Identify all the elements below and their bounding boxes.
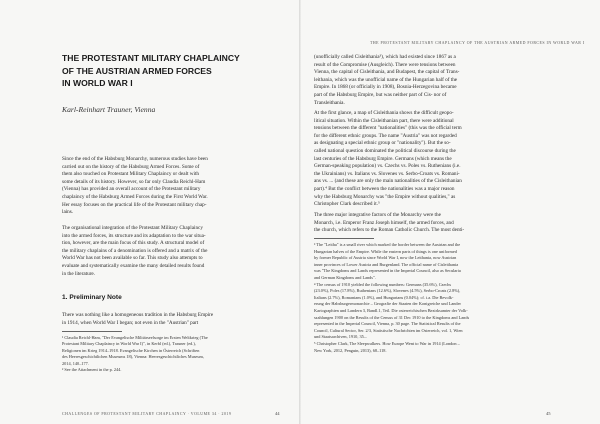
text-line: into the armed forces, its structure and its adaptation to the war situa- bbox=[62, 232, 206, 239]
footnote-line: and German Kingdoms and Lands". bbox=[314, 274, 376, 280]
footnote-line: by former Republic of Austria since World War I, now the Leithania, now Austrian bbox=[314, 255, 457, 261]
footnote-line: represented in the Imperial Council, Vienna, p. 30 page. The Statistical Results of the bbox=[314, 321, 461, 327]
footnotes bbox=[314, 242, 540, 354]
page-number: 45 bbox=[546, 411, 551, 416]
text-line: for the different ethnic groups. The name "Austria" was not regarded bbox=[314, 132, 457, 139]
text-line: why the Habsburg Monarchy was "the Empire without qualities," as bbox=[314, 193, 456, 200]
text-line: litical situation. Within the Cisleithanian part, there were additional bbox=[314, 117, 454, 124]
text-line: some details of its history. However, so far only Claudia Reichl-Ham bbox=[62, 178, 206, 185]
paragraph-3 bbox=[314, 212, 540, 235]
text-line: result of the Compromise (Ausgleich). There were tensions between bbox=[314, 61, 456, 68]
text-line: as designating a special ethnic group or "nationality"). But the so- bbox=[314, 140, 451, 147]
text-line: tion, however, are the main focus of this study. A structural model of bbox=[62, 240, 205, 247]
footnote-line: Protestant Military Chaplaincy in World War I)", in Kerbl (ed.), Trauner (ed.), bbox=[62, 341, 196, 347]
footnote-line: inner provinces of Lower Austria and Burgenland. The official name of Cisleithania bbox=[314, 261, 459, 267]
text-line: ans vs. ... (and these are only the main nationalities of the Cisleithanian bbox=[314, 178, 462, 185]
footnote-rule bbox=[314, 238, 374, 239]
article-title-line: THE PROTESTANT MILITARY CHAPLAINCY bbox=[62, 53, 240, 63]
article-title-line: IN WORLD WAR I bbox=[62, 78, 133, 88]
paragraph-1 bbox=[314, 54, 540, 107]
right-page bbox=[300, 0, 600, 424]
text-line: in the literature. bbox=[62, 270, 95, 277]
text-line: Empire. In 1868 (or officially in 1908), Bosnia-Herzegovina became bbox=[314, 84, 457, 91]
footnote-line: ⁵ Christopher Clark, The Sleepwalkers. How Europe Went to War in 1914 (London – bbox=[314, 340, 460, 346]
text-line: There was nothing like a homogeneous tradition in the Habsburg Empire bbox=[62, 312, 214, 318]
text-line: last centuries of the Habsburg Empire. Germans (which means the bbox=[314, 155, 452, 162]
text-line: Transleithania. bbox=[314, 99, 345, 106]
text-line: chaplaincy of the Habsburg Armed Forces during the First World War. bbox=[62, 193, 208, 200]
article-title-line: OF THE AUSTRIAN ARMED FORCES bbox=[62, 65, 212, 76]
text-line: The organisational integration of the Protestant Military Chaplaincy bbox=[62, 225, 203, 231]
text-line: tensions between the different "nationalities" (this was the official term bbox=[314, 125, 462, 132]
text-line: the church, which refers to the Roman Catholic Church. The most denti- bbox=[314, 227, 465, 234]
text-line: the military chaplains of a denomination is offered and a matrix of the bbox=[62, 247, 208, 254]
article-title bbox=[62, 52, 286, 90]
footnote-line: ⁴ The census of 1910 yielded the following numbers: Germans (35.6%), Czechs bbox=[314, 281, 452, 287]
footnote-line: ² See the Attachment in the p. 244. bbox=[62, 367, 122, 373]
text-line: The three major integrative factors of the Monarchy were the bbox=[314, 212, 441, 218]
text-line: in 1914, when World War I began; not even in the "Austrian" part bbox=[62, 319, 199, 326]
text-line: the Ukrainians) vs. Italians vs. Slovenes vs. Serbo-Croats vs. Romani- bbox=[314, 170, 460, 177]
text-line: leithania, which was the unofficial name of the Hungarian half of the bbox=[314, 76, 458, 83]
footnote-line: und Staatsarchiven, 1910, 35–. bbox=[314, 334, 367, 340]
section-paragraph bbox=[62, 312, 286, 327]
text-line: Since the end of the Habsburg Monarchy, numerous studies have been bbox=[62, 156, 208, 162]
footnote-rule bbox=[62, 331, 122, 332]
running-footer: CHALLENGES OF PROTESTANT MILITARY CHAPLAINCY · VOLUME 34 · 2019 bbox=[62, 412, 232, 416]
text-line: Christopher Clark described it.⁵ bbox=[314, 201, 380, 208]
footnote-line: (23.0%), Poles (17.8%), Ruthenians (12.6%), Slovenes (4.5%), Serbo-Croats (2.8%), bbox=[314, 288, 461, 294]
article-author: Karl-Reinhart Trauner, Vienna bbox=[62, 105, 156, 114]
footnote-line: erung der Habsburgermonarchie – Geografie der Staaten der Konigreiche und Lander bbox=[314, 301, 461, 307]
intro-paragraph bbox=[62, 156, 286, 217]
text-line: Monarch, i.e. Emperor Franz Joseph himself, the armed forces, and bbox=[314, 219, 454, 226]
section-heading: 1. Preliminary Note bbox=[62, 294, 122, 301]
footnote-line: Hungarian halves of the Empire. While the eastern parts of things is one uniformed bbox=[314, 248, 457, 254]
text-line: World War has not been available so far. This study also attempts to bbox=[62, 255, 203, 262]
text-line: German-speaking population) vs. Czechs vs. Poles vs. Ruthenians (i.e. bbox=[314, 163, 461, 170]
paragraph-2 bbox=[314, 110, 540, 209]
text-line: called national question dominated the political discourse during the bbox=[314, 147, 456, 154]
footnote-line: New York, 2012, Penguin, 2013), 68–118. bbox=[314, 347, 387, 353]
running-header: THE PROTESTANT MILITARY CHAPLAINCY OF THE AUSTRIAN ARMED FORCES IN WORLD WAR I bbox=[370, 41, 585, 45]
footnotes bbox=[62, 335, 286, 373]
text-line: part of the Habsburg Empire, but was neither part of Cis- nor of bbox=[314, 91, 447, 98]
text-line: Vienna, the capital of Cisleithania, and Budapest, the capital of Trans- bbox=[314, 69, 460, 76]
footnote-line: Religionen im Krieg 1914–1918. Evangelische Kirchen in Österreich (Schriften bbox=[62, 347, 200, 353]
footnote-line: szahlungen 1900 on the Results of the Census of 31 Dec 1910 to the Kingdoms and Lands bbox=[314, 314, 470, 320]
footnote-line: Council, Cultural Sector, Ser. 2/3, Statistische Nachrichten im Osterreich, vol. 1, Wien bbox=[314, 327, 463, 333]
footnote-line: des Heeresgeschichtlichen Museums 18), Vienna: Heeresgeschichtliches Museum, bbox=[62, 354, 204, 360]
text-line: (unofficially called Cisleithania³), which had existed since 1867 as a bbox=[314, 54, 456, 60]
footnote-line: was "The Kingdoms and Lands represented in the Imperial Council, also as Secularia bbox=[314, 268, 461, 274]
footnote-line: ¹ Claudia Reichl-Ham, "Der Evangelische Militärseelsorge im Ersten Weltkrieg (The bbox=[62, 335, 208, 340]
text-line: them also touched on Protestant Military Chaplaincy or dealt with bbox=[62, 171, 200, 178]
body-paragraph bbox=[62, 225, 286, 278]
text-line: part).⁴ But the conflict between the nationalities was a major reason bbox=[314, 185, 455, 192]
page-number: 44 bbox=[275, 411, 280, 416]
text-line: Her essay focuses on the practical life of the Protestant military chap- bbox=[62, 201, 207, 208]
text-line: (Vienna) has provided an overall account of the Protestant military bbox=[62, 186, 201, 193]
footnote-line: Italians (2.7%), Romanians (1.0%), and Hungarians (0.04%); cf. i.a. Die Bevolk- bbox=[314, 294, 454, 300]
footnote-line: ³ The "Leitha" is a small river which marked the border between the Austrian and the bbox=[314, 242, 461, 247]
text-line: carried out on the history of the Habsburg Armed Forces. Some of bbox=[62, 163, 200, 170]
text-line: lains. bbox=[62, 209, 74, 216]
text-line: evaluate and systematically examine the many detailed results found bbox=[62, 262, 205, 269]
footnote-line: 2014, 140–177. bbox=[62, 360, 89, 366]
footnote-line: Kartographien und Landern 3, Bandl.1, Teil. Die osterreichischen Bezirksamter der Volk- bbox=[314, 307, 468, 313]
text-line: At the first glance, a map of Cisleithania shows the difficult geopo- bbox=[314, 110, 454, 116]
